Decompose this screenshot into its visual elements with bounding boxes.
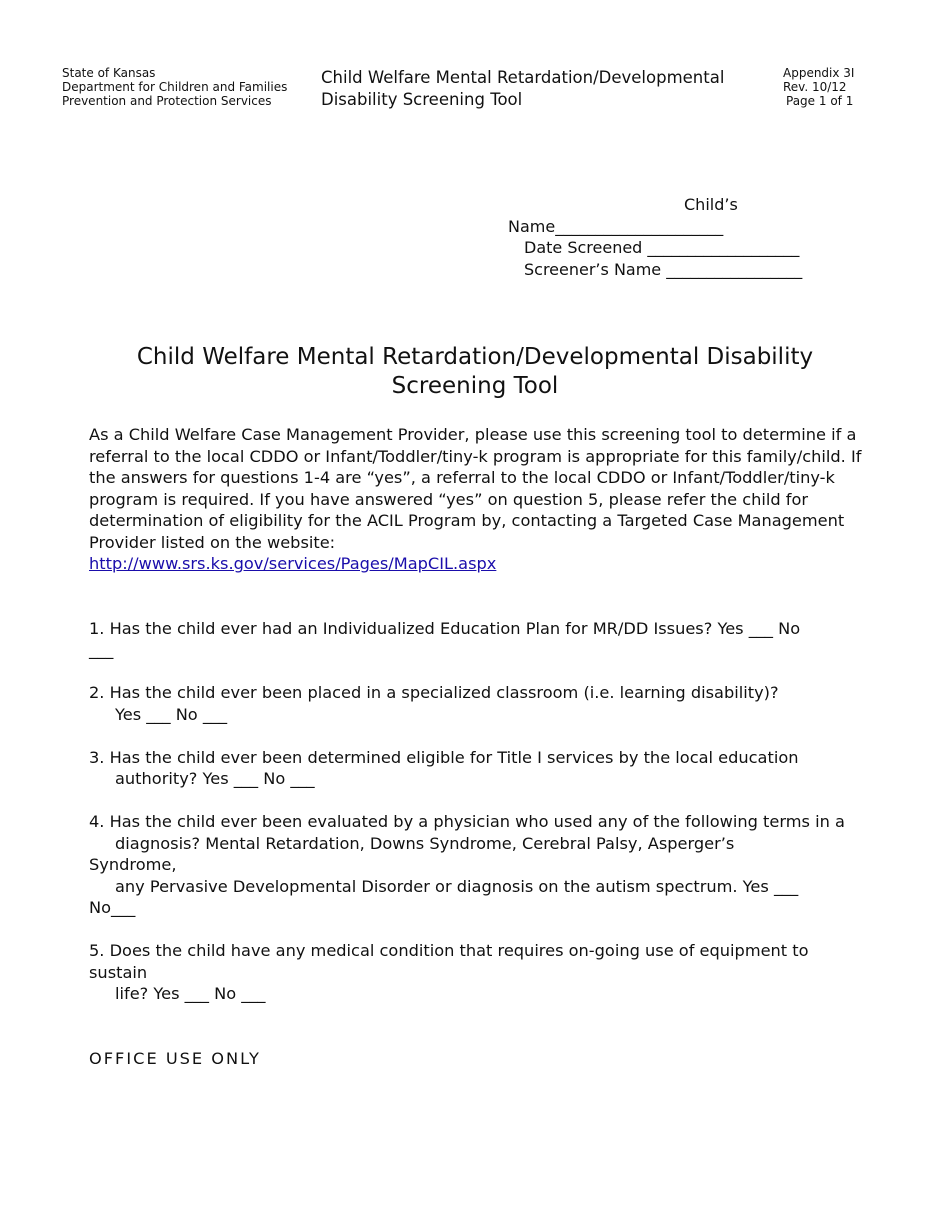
childs-label: Child’s [684,195,738,214]
intro-text: As a Child Welfare Case Management Provider, please use this screening tool to determine if a referral to the local CDDO or Infant/Toddler/tiny-k program is appropriate for this family/child. If the answers for questions 1-4 are “yes”, a referral to the local CDDO or Infant/Toddler/tiny-k program is required. If you have answered “yes” on question 5, please refer the child for determination of eligibility for the ACIL Program by, contacting a Targeted Case Management Provider listed on the website: [89,425,862,552]
header-title-line-2: Disability Screening Tool [321,90,523,109]
header-form-info [783,66,854,108]
website-link[interactable]: http://www.srs.ks.gov/services/Pages/MapCIL.aspx [89,554,497,573]
question-2-line-1: 2. Has the child ever been placed in a specialized classroom (i.e. learning disability)? [89,683,779,702]
question-5-line-3: life? Yes ___ No ___ [115,984,266,1003]
question-5-line-1: 5. Does the child have any medical condition that requires on-going use of equipment to [89,941,809,960]
question-4-line-3: Syndrome, [89,855,177,874]
question-4 [89,811,865,919]
question-4-line-4: any Pervasive Developmental Disorder or diagnosis on the autism spectrum. Yes ___ [115,876,799,896]
header-state: State of Kansas [62,66,156,80]
date-screened-field: Date Screened ___________________ [524,238,800,257]
header-agency [62,66,287,108]
question-1-line-1: 1. Has the child ever had an Individualized Education Plan for MR/DD Issues? Yes ___ No [89,618,801,638]
question-4-line-2: diagnosis? Mental Retardation, Downs Syndrome, Cerebral Palsy, Asperger’s [115,833,735,853]
question-3-line-1: 3. Has the child ever been determined eligible for Title I services by the local education [89,747,799,767]
child-name-field: Name_____________________ [508,216,724,236]
question-1 [89,618,865,661]
header-title-line-1: Child Welfare Mental Retardation/Developmental [321,68,725,87]
page-title: Child Welfare Mental Retardation/Developmental Disability Screening Tool [136,344,814,399]
header-form-title [321,67,724,111]
question-1-line-2: ___ [89,640,114,659]
child-info-fields [508,194,802,280]
question-3 [89,747,865,790]
intro-paragraph [89,424,865,575]
question-3-line-2: authority? Yes ___ No ___ [115,769,315,788]
form-body [89,424,865,1069]
screener-name-field: Screener’s Name _________________ [524,259,803,279]
question-5-line-2: sustain [89,962,148,982]
header-department: Department for Children and Families [62,80,288,94]
header-page-number: Page 1 of 1 [786,94,854,108]
question-5 [89,940,865,1005]
header-division: Prevention and Protection Services [62,94,272,108]
office-use-label: OFFICE USE ONLY [89,1048,261,1068]
question-2-line-2: Yes ___ No ___ [115,704,228,724]
header-revision: Rev. 10/12 [783,80,847,94]
question-2 [89,682,865,725]
question-4-line-1: 4. Has the child ever been evaluated by a physician who used any of the following terms in a [89,812,845,831]
question-4-line-5: No___ [89,898,136,917]
header-appendix: Appendix 3I [783,66,855,80]
